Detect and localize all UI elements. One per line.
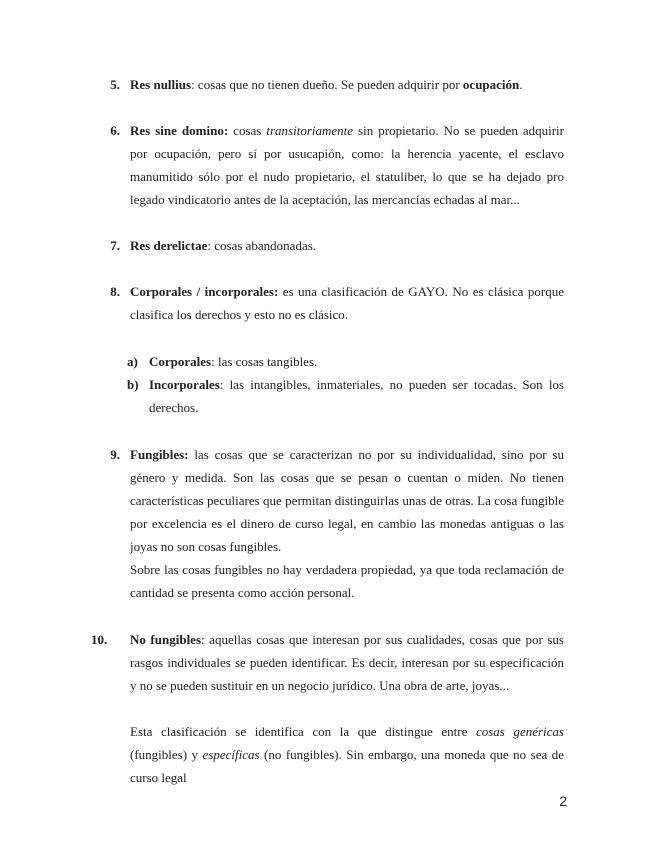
item-body: : las cosas tangibles.: [211, 354, 318, 369]
item-body: las cosas que se caracterizan no por su individualidad, sino por su género y medida. Son las cosas que se pesan o cuentan o miden. No tienen características peculiares que permitan distinguirlas unas de otras. La cosa fungible por excelencia es el dinero de curso legal, en cambio las monedas antiguas o las joyas no son cosas fungibles.: [130, 447, 564, 554]
para-italic-especificas: específicas: [202, 747, 260, 762]
para-text-b: (fungibles) y: [130, 747, 203, 762]
item-body: : cosas que no tienen dueño. Se pueden adquirir por: [191, 77, 463, 92]
item-text: [130, 280, 564, 326]
item-term: No fungibles: [130, 632, 202, 647]
item-text: [130, 628, 564, 697]
item-letter: a): [127, 354, 138, 369]
item-text: [130, 73, 564, 96]
item-number: 10.: [91, 632, 108, 647]
item-number: 9.: [110, 447, 120, 462]
item-second-paragraph: [130, 720, 564, 789]
item-body: : cosas abandonadas.: [207, 238, 317, 253]
item-body: : aquellas cosas que interesan por sus cualidades, cosas que por sus rasgos individuales se pueden identificar. Es decir, interesan por su especificación y no se pueden sustituir en un negocio jurídico. Una obra de arte, joyas...: [130, 632, 564, 693]
item-term: Res nullius: [130, 77, 192, 92]
item-body: : las intangibles, inmateriales, no pueden ser tocadas. Son los derechos.: [149, 377, 564, 415]
para-text-c: (no fungibles). Sin embargo, una moneda que no sea de curso legal: [130, 747, 564, 785]
item-text: [130, 119, 564, 211]
item-number: 8.: [110, 284, 120, 299]
item-number: 5.: [110, 77, 120, 92]
item-body-end: sin propietario. No se pueden adquirir por ocupación, pero sí por usucapión, como: la herencia yacente, el esclavo manumitido sólo por el nudo propietario, el statuliber, lo que se ha dejado pro legado vindicatorio antes de la aceptación, las mercancías echadas al mar...: [130, 123, 564, 207]
item-text: [149, 350, 564, 373]
item-term: Corporales / incorporales:: [130, 284, 279, 299]
item-emphasis: ocupación: [462, 77, 520, 92]
item-number: 7.: [110, 238, 120, 253]
page-number: 2: [559, 793, 567, 809]
item-second-paragraph: Sobre las cosas fungibles no hay verdadera propiedad, ya que toda reclamación de cantidad se presenta como acción personal.: [130, 562, 564, 600]
item-body-end: .: [519, 77, 523, 92]
item-text: [130, 443, 564, 558]
item-italic: transitoriamente: [266, 123, 354, 138]
item-number: 6.: [110, 123, 120, 138]
item-text: [149, 373, 564, 419]
item-term: Corporales: [149, 354, 212, 369]
para-text-a: Esta clasificación se identifica con la que distingue entre: [130, 724, 476, 739]
item-body: es una clasificación de GAYO. No es clásica porque clasifica los derechos y esto no es clásico.: [130, 284, 564, 322]
item-letter: b): [127, 377, 139, 392]
item-term: Incorporales: [149, 377, 220, 392]
para-italic-genericas: cosas genéricas: [475, 724, 564, 739]
item-body: cosas: [228, 123, 267, 138]
item-term: Res derelictae: [130, 238, 208, 253]
item-term: Fungibles:: [130, 447, 189, 462]
item-term: Res sine domino:: [130, 123, 229, 138]
item-text: [130, 234, 564, 257]
